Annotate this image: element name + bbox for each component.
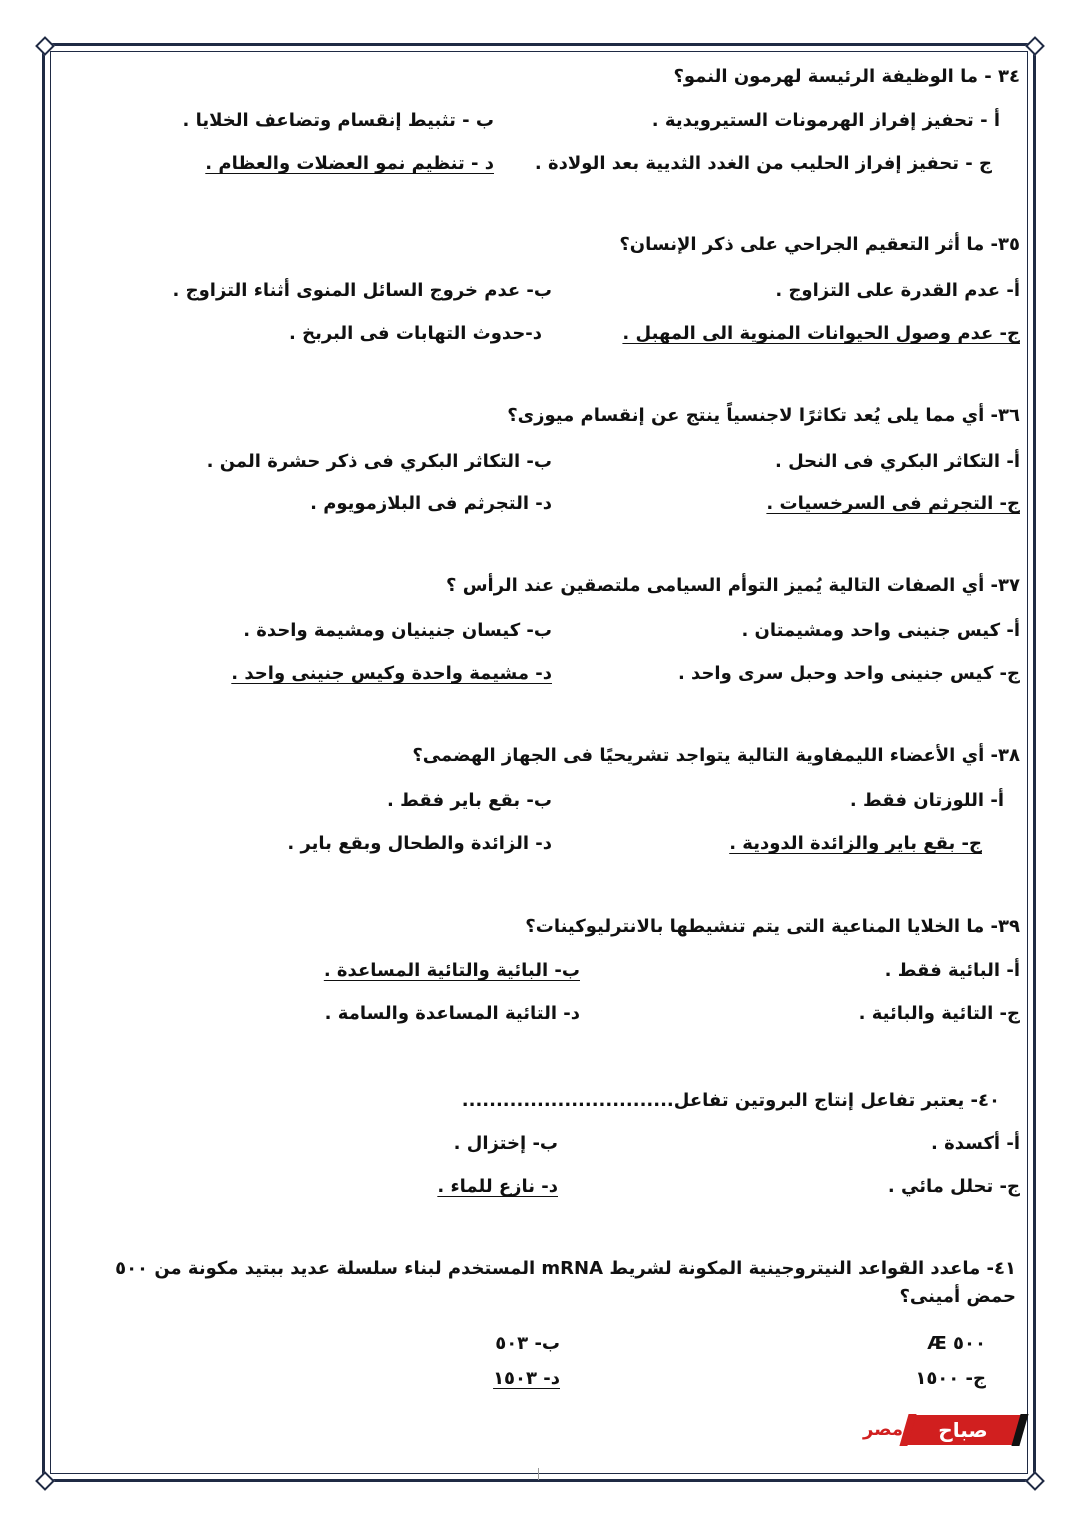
question-35: ٣٥- ما أثر التعقيم الجراحي على ذكر الإنسان؟ <box>619 234 1020 255</box>
q41-option-d: د- ١٥٠٣ <box>493 1368 560 1389</box>
question-41: ٤١- ماعدد القواعد النيتروجينية المكونة لشريط mRNA المستخدم لبناء سلسلة عديد ببتيد مكونة من ٥٠٠ حمض أمينى؟ <box>115 1258 1016 1307</box>
q35-option-c: ج- عدم وصول الحيوانات المنوية الى المهبل . <box>622 323 1020 344</box>
q39-option-c: ج- التائية والبائية . <box>858 1003 1020 1024</box>
question-39: ٣٩- ما الخلايا المناعية التى يتم تنشيطها بالانترليوكينات؟ <box>525 916 1020 937</box>
page-center-tick <box>538 1468 539 1480</box>
question-38: ٣٨- أي الأعضاء الليمفاوية التالية يتواجد تشريحيًا فى الجهاز الهضمى؟ <box>412 745 1020 766</box>
question-37: ٣٧- أي الصفات التالية يُميز التوأم السيامى ملتصقين عند الرأس ؟ <box>445 575 1020 596</box>
question-36: ٣٦- أي مما يلى يُعد تكاثرًا لاجنسياً ينتج عن إنقسام ميوزى؟ <box>507 405 1020 426</box>
q36-option-a: أ- التكاثر البكري فى النحل . <box>774 451 1020 472</box>
q37-option-d: د- مشيمة واحدة وكيس جنينى واحد . <box>231 663 552 684</box>
site-logo <box>854 1412 1026 1448</box>
q36-option-d: د- التجرثم فى البلازمويوم . <box>310 493 552 514</box>
question-34: ٣٤ - ما الوظيفة الرئيسة لهرمون النمو؟ <box>673 66 1020 87</box>
q39-option-a: أ- البائية فقط . <box>884 960 1020 981</box>
q35-option-d: د-حدوث التهابات فى البربخ . <box>289 323 542 344</box>
q40-option-d: د- نازع للماء . <box>437 1176 558 1197</box>
q40-option-a: أ- أكسدة . <box>931 1133 1020 1154</box>
q41-option-b: ب- ٥٠٣ <box>495 1333 560 1354</box>
q37-option-b: ب- كيسان جنينيان ومشيمة واحدة . <box>243 620 552 641</box>
q35-option-b: ب- عدم خروج السائل المنوى أثناء التزاوج . <box>172 280 552 301</box>
q41-option-a: ٥٠٠ Æ <box>927 1333 986 1354</box>
q38-option-b: ب- بقع باير فقط . <box>387 790 552 811</box>
q37-option-c: ج- كيس جنينى واحد وحبل سرى واحد . <box>677 663 1020 684</box>
q36-option-b: ب- التكاثر البكري فى ذكر حشرة المن . <box>206 451 552 472</box>
q35-option-a: أ- عدم القدرة على التزاوج . <box>775 280 1020 301</box>
logo-main-text: صباح <box>938 1418 988 1442</box>
logo-secondary-text: مصر <box>862 1419 904 1440</box>
q34-option-d: د - تنظيم نمو العضلات والعظام . <box>205 153 494 174</box>
q38-option-c: ج- بقع باير والزائدة الدودية . <box>729 833 982 854</box>
q34-option-b: ب - تثبيط إنقسام وتضاعف الخلايا . <box>182 110 494 131</box>
question-40: ٤٠- يعتبر تفاعل إنتاج البروتين تفاعل............................... <box>461 1090 1000 1111</box>
q38-option-a: أ- اللوزتان فقط . <box>849 790 1004 811</box>
q39-option-d: د- التائية المساعدة والسامة . <box>324 1003 580 1024</box>
q41-option-c: ج- ١٥٠٠ <box>915 1368 986 1389</box>
q36-option-c: ج- التجرثم فى السرخسيات . <box>766 493 1020 514</box>
q40-option-b: ب- إختزال . <box>453 1133 558 1154</box>
q37-option-a: أ- كيس جنينى واحد ومشيمتان . <box>741 620 1020 641</box>
q38-option-d: د- الزائدة والطحال وبقع باير . <box>287 833 552 854</box>
q39-option-b: ب- البائية والتائية المساعدة . <box>323 960 580 981</box>
q34-option-a: أ - تحفيز إفراز الهرمونات الستيرويدية . <box>651 110 1000 131</box>
q40-option-c: ج- تحلل مائي . <box>887 1176 1020 1197</box>
q34-option-c: ج - تحفيز إفراز الحليب من الغدد الثديية بعد الولادة . <box>534 153 992 174</box>
exam-content <box>60 55 1020 1435</box>
